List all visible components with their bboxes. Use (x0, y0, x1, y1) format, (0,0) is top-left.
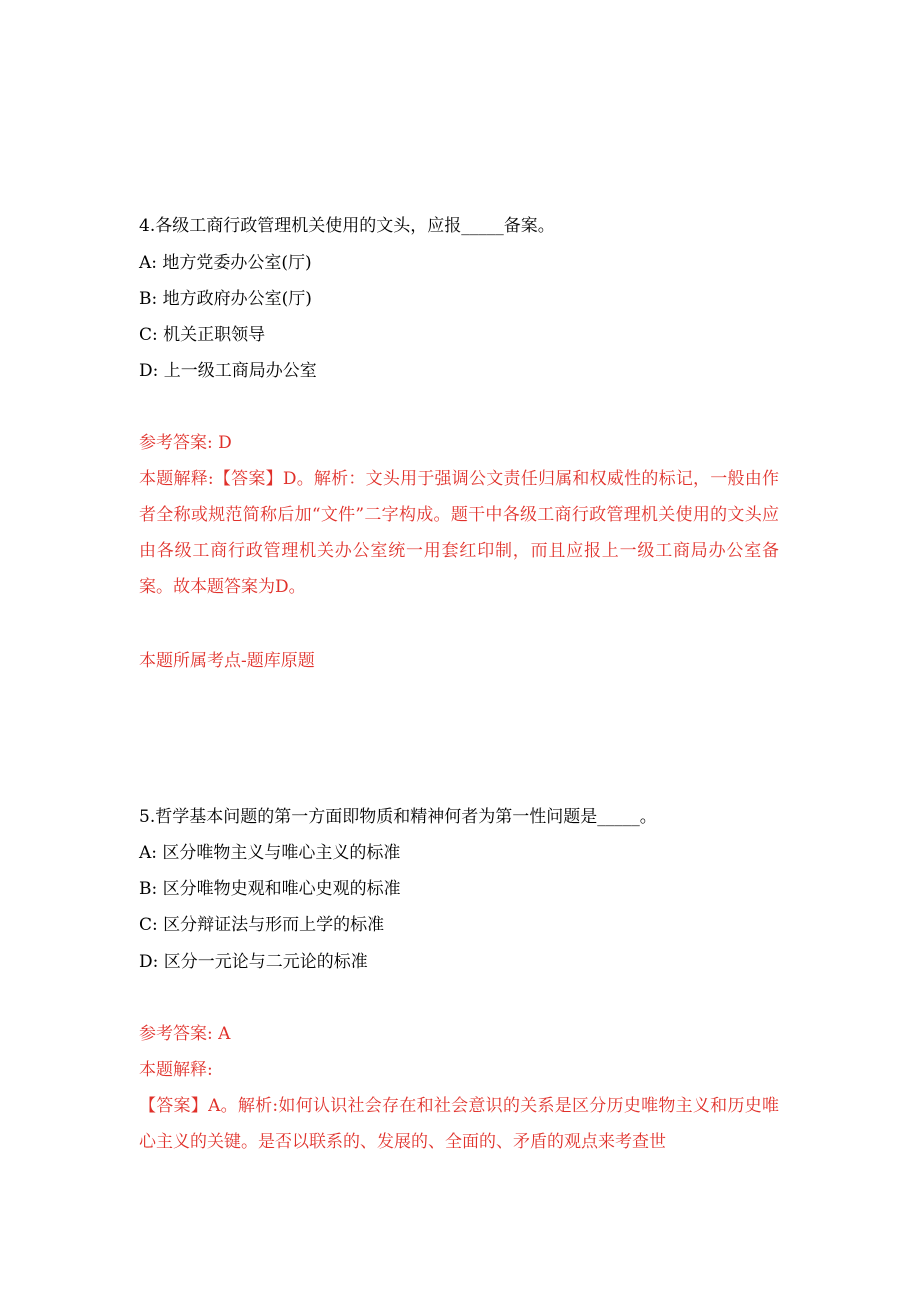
q4-option-d: D: 上一级工商局办公室 (139, 361, 317, 381)
q4-source: 本题所属考点-题库原题 (139, 651, 315, 671)
q5-option-a: A: 区分唯物主义与唯心主义的标准 (139, 843, 401, 863)
q5-answer: 参考答案: A (139, 1024, 231, 1044)
q5-explanation-label: 本题解释: (139, 1060, 213, 1080)
q4-option-c: C: 机关正职领导 (139, 325, 266, 345)
q4-answer: 参考答案: D (139, 433, 232, 453)
q4-option-b: B: 地方政府办公室(厅) (139, 289, 312, 309)
q5-question: 5.哲学基本问题的第一方面即物质和精神何者为第一性问题是_____。 (139, 807, 657, 827)
q5-option-b: B: 区分唯物史观和唯心史观的标准 (139, 879, 401, 899)
q5-option-c: C: 区分辩证法与形而上学的标准 (139, 915, 385, 935)
q4-option-a: A: 地方党委办公室(厅) (139, 253, 312, 273)
q4-explanation: 本题解释:【答案】D。解析：文头用于强调公文责任归属和权威性的标记，一般由作者全称或规范简称后加“文件”二字构成。题干中各级工商行政管理机关使用的文头应由各级工商行政管理机关办公室统一用套红印制，而且应报上一级工商局办公室备案。故本题答案为D。 (139, 469, 779, 597)
q5-explanation: 【答案】A。解析:如何认识社会存在和社会意识的关系是区分历史唯物主义和历史唯心主义的关键。是否以联系的、发展的、全面的、矛盾的观点来考查世 (139, 1096, 779, 1152)
q5-option-d: D: 区分一元论与二元论的标准 (139, 952, 368, 972)
q4-question: 4.各级工商行政管理机关使用的文头，应报_____备案。 (139, 216, 555, 236)
